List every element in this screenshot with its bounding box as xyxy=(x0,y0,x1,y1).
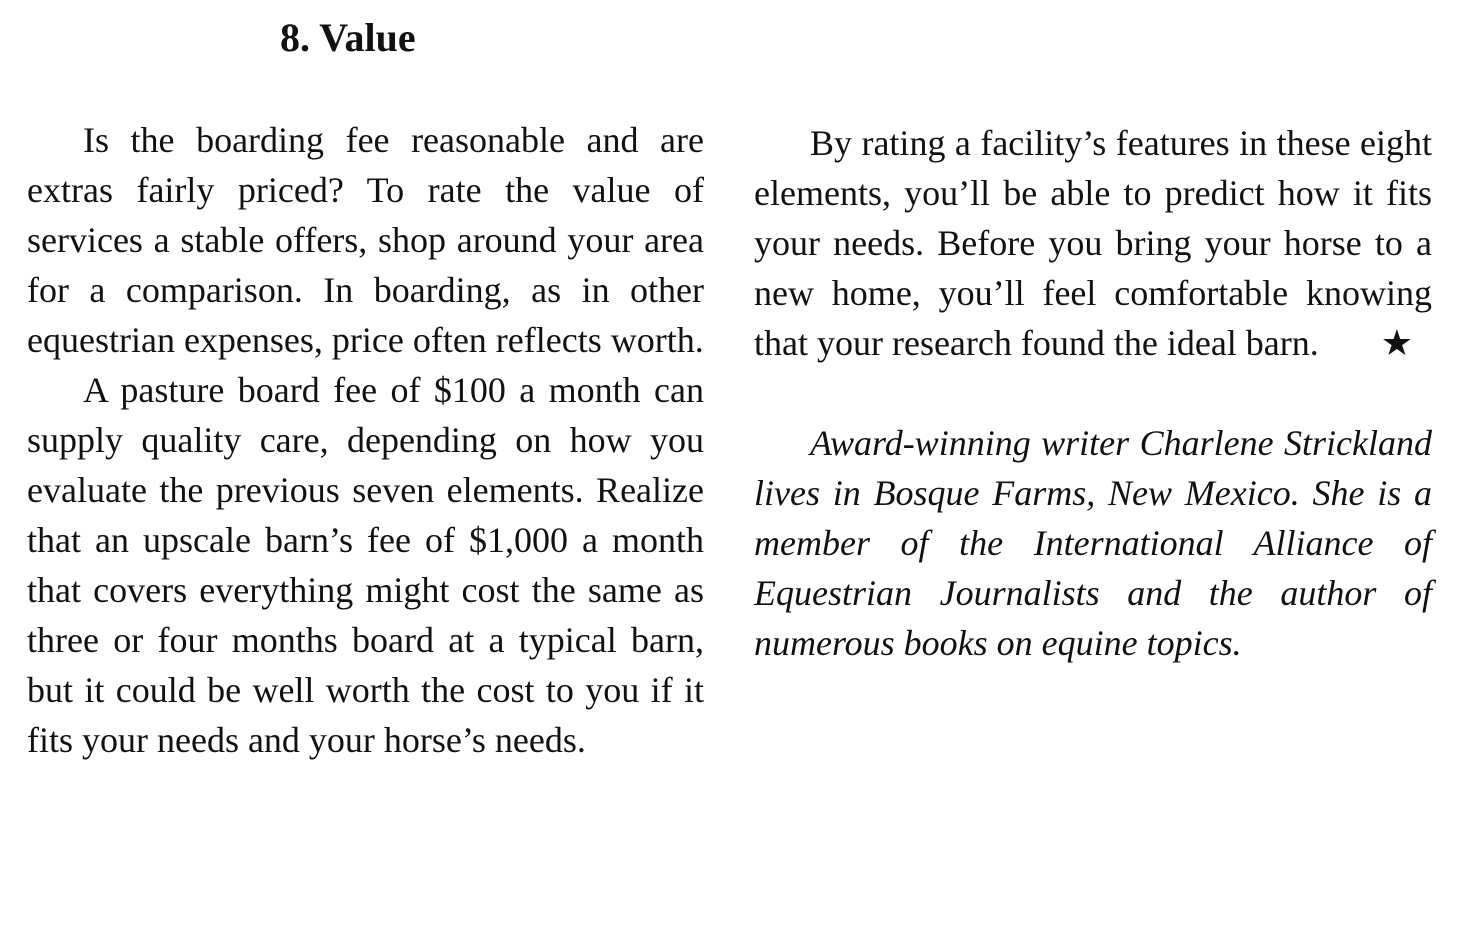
author-bio: Award-winning writer Charlene Strickland lives in Bosque Farms, New Mexico. She is a member of the International Alliance of Equestrian Journalists and the author of numerous books on equine topics. xyxy=(754,423,1432,663)
closing-text: By rating a facility’s features in these eight elements, you’ll be able to predict how it fits your needs. Before you bring your horse to a new home, you’ll feel comfortable knowing that your research found the ideal barn. xyxy=(754,123,1432,363)
right-column xyxy=(754,118,1432,668)
section-heading: 8. Value xyxy=(280,15,416,60)
star-icon: ★ xyxy=(1380,323,1414,363)
paragraph-closing xyxy=(754,118,1432,368)
paragraph-value-intro: Is the boarding fee reasonable and are extras fairly priced? To rate the value of services a stable offers, shop around your area for a comparison. In boarding, as in other equestrian expenses, price often reflects worth. xyxy=(27,120,704,360)
paragraph-pasture-board: A pasture board fee of $100 a month can supply quality care, depending on how you evaluate the previous seven elements. Realize that an upscale barn’s fee of $1,000 a month that covers everything might cost the same as three or four months board at a typical barn, but it could be well worth the cost to you if it fits your needs and your horse’s needs. xyxy=(27,370,704,760)
left-column xyxy=(27,115,704,765)
